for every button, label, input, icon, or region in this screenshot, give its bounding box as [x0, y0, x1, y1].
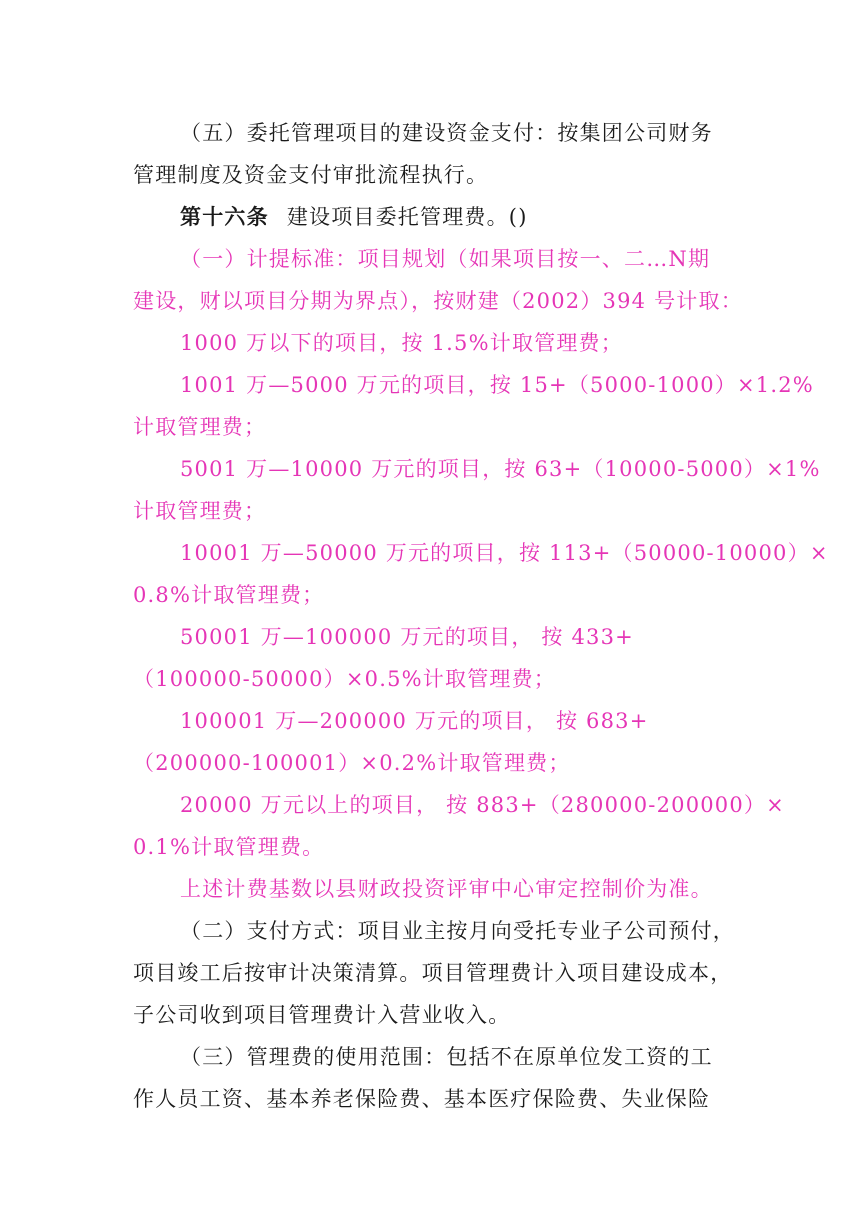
- usage-scope-line-2: 作人员工资、基本养老保险费、基本医疗保险费、失业保险: [133, 1087, 711, 1111]
- payment-line-2: 项目竣工后按审计决策清算。项目管理费计入项目建设成本，: [133, 961, 733, 985]
- tier-2-line-1: 1001 万—5000 万元的项目，按 15+（5000-1000）×1.2%: [180, 373, 814, 397]
- tier-5-line-1: 50001 万—100000 万元的项目， 按 433+: [180, 625, 634, 649]
- payment-line-1: （二）支付方式：项目业主按月向受托专业子公司预付，: [180, 919, 735, 943]
- article-title: 第十六条: [180, 204, 269, 229]
- tier-1: 1000 万以下的项目，按 1.5%计取管理费；: [180, 331, 623, 355]
- usage-scope-line-1: （三）管理费的使用范围：包括不在原单位发工资的工: [180, 1045, 713, 1069]
- tier-4-line-1: 10001 万—50000 万元的项目，按 113+（50000-10000）×: [180, 541, 829, 565]
- article-16-heading: [180, 202, 528, 232]
- standard-line-1: （一）计提标准：项目规划（如果项目按一、二…N期: [180, 247, 711, 271]
- tier-3-line-2: 计取管理费；: [133, 499, 267, 523]
- fee-base-note: 上述计费基数以县财政投资评审中心审定控制价为准。: [180, 877, 713, 901]
- paragraph-5-line-1: （五）委托管理项目的建设资金支付：按集团公司财务: [180, 121, 713, 145]
- tier-3-line-1: 5001 万—10000 万元的项目，按 63+（10000-5000）×1%: [180, 457, 821, 481]
- tier-6-line-1: 100001 万—200000 万元的项目， 按 683+: [180, 709, 649, 733]
- tier-4-line-2: 0.8%计取管理费；: [133, 583, 325, 607]
- tier-2-line-2: 计取管理费；: [133, 415, 267, 439]
- tier-7-line-2: 0.1%计取管理费。: [133, 835, 325, 859]
- tier-5-line-2: （100000-50000）×0.5%计取管理费；: [133, 667, 557, 691]
- article-text: 建设项目委托管理费。(): [286, 205, 528, 229]
- payment-line-3: 子公司收到项目管理费计入营业收入。: [133, 1003, 511, 1027]
- tier-7-line-1: 20000 万元以上的项目， 按 883+（280000-200000）×: [180, 793, 785, 817]
- standard-line-2: 建设，财以项目分期为界点），按财建（2002）394 号计取：: [133, 289, 743, 313]
- tier-6-line-2: （200000-100001）×0.2%计取管理费；: [133, 751, 571, 775]
- paragraph-5-line-2: 管理制度及资金支付审批流程执行。: [133, 163, 489, 187]
